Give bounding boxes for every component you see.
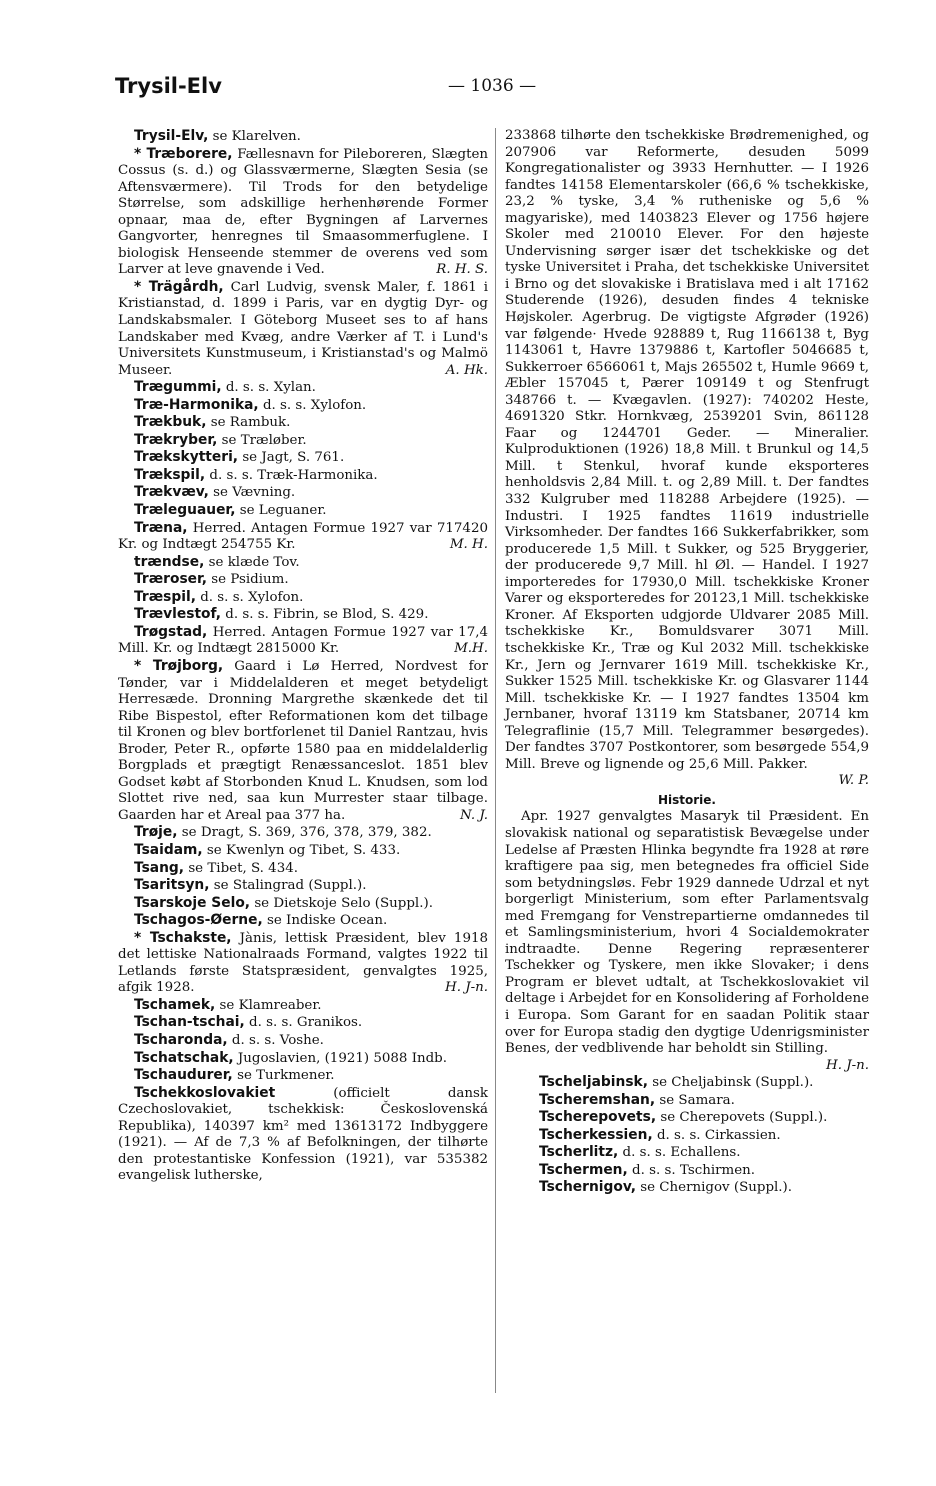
entry-headword: Tscherepovets, [539,1109,657,1126]
signature: N. J. [460,807,488,823]
entry-headword: * Trøjborg, [134,657,224,674]
entry-text: se Kwenlyn og Tibet, S. 433. [206,842,401,858]
entry-headword: Tschatschak, [134,1049,234,1066]
entry-headword: trændse, [134,553,205,570]
dictionary-entry [505,1179,869,1197]
entry-text: se Dragt, S. 369, 376, 378, 379, 382. [181,825,432,841]
dictionary-entry [118,624,488,658]
section-title-history: Historie. [657,792,716,807]
entry-headword: Tscherkessien, [539,1126,653,1143]
dictionary-entry [118,414,488,432]
entry-text: d. s. s. Granikos. [249,1015,363,1031]
dictionary-entry [118,502,488,520]
entry-text: se Cherepovets (Suppl.). [660,1110,828,1126]
dictionary-entry [118,824,488,842]
entry-headword: Træ-Harmonika, [134,396,259,413]
entry-text: se Cheljabinsk (Suppl.). [652,1075,814,1091]
entry-text: d. s. s. Fibrin, se Blod, S. 429. [225,607,429,623]
entry-headword: Tschernigov, [539,1179,636,1196]
dictionary-entry [118,554,488,572]
entry-text: d. s. s. Echallens. [622,1145,741,1161]
history-text: Apr. 1927 genvalgtes Masaryk til Præsident. En slovakisk national og separatistisk Bevægelse under Ledelse af Præsten Hlinka begyndte fra 1928 at røre kraftigere paa sig, men betegnedes fra officiel Side som betydningsløs. Febr 1929 dannede Udrzal et nyt borgerligt Ministerium, som efter Parlamentsvalg med Fremgang for Venstrepartierne omdannedes til et Samlingsministerium, hvori 4 Socialdemokrater indtraadte. Denne Regering repræsenterer Tschekker og Tyskere, men ikke Slovaker; i dens Program er blevet udtalt, at Tschekkoslovakiet vil deltage i Arbejdet for en Konsolidering af Forholdene i Europa. Som Garant for en saadan Politik staar over for Europa stadig den dygtige Udenrigsminister Benes, der vedblivende har beholdt sin Stilling. H. J-n. [505,809,869,1073]
dictionary-entry [118,484,488,502]
page-number: — 1036 — [448,76,537,96]
entry-headword: Tsang, [134,859,185,876]
dictionary-entry [118,379,488,397]
entry-text: d. s. s. Xylan. [225,380,316,396]
entry-text: Jugoslavien, (1921) 5088 Indb. [237,1050,448,1066]
entry-headword: Tsaidam, [134,841,203,858]
entry-text: se Leguaner. [239,503,327,519]
entry-headword: Tscharonda, [134,1031,228,1048]
entry-headword: Trækvæv, [134,484,209,501]
signature: M.H. [454,641,488,657]
entry-headword: Tscherlitz, [539,1144,619,1161]
entry-headword: Tscheremshan, [539,1091,656,1108]
entry-text: d. s. s. Xylofon. [200,589,304,605]
entry-text: se Træløber. [221,432,307,448]
entry-headword: Trækbuk, [134,414,207,431]
running-head-word: Trysil-Elv [115,74,222,98]
signature: M. H. [449,537,488,553]
dictionary-entry [118,930,488,997]
entry-text: se Chernigov (Suppl.). [640,1180,793,1196]
dictionary-entry [118,1067,488,1085]
entry-headword: * Træborere, [134,145,233,162]
entry-headword: Trøje, [134,824,178,841]
entry-headword: Tschermen, [539,1161,628,1178]
entry-headword: Trækskytteri, [134,449,239,466]
entry-headword: Trøgstad, [134,623,208,640]
signature: R. H. S. [436,262,488,278]
entry-text: se Vævning. [213,485,296,501]
dictionary-entry [118,449,488,467]
entry-text: (officielt dansk Czechoslovakiet, tschekkisk: Československá Republika), 140397 km² med 13613172 Indbyggere (1921). — Af de 7,3 % af Befolkningen, der tilhørte den protestantiske Konfession (1921), var 535382 evangelisk lutherske, [118,1085,488,1184]
dictionary-entry [505,1092,869,1110]
entry-headword: Tschaudurer, [134,1067,233,1084]
right-column [505,128,869,1197]
entry-headword: Tsaritsyn, [134,877,210,894]
entry-headword: * Trägårdh, [134,278,224,295]
entry-text: Herred. Antagen Formue 1927 var 717420 Kr. og Indtægt 254755 Kr. [118,520,488,553]
dictionary-entry [118,658,488,824]
entry-headword: Tschagos-Øerne, [134,912,263,929]
dictionary-entry [118,571,488,589]
signature: H. J-n. [826,1057,869,1073]
entry-headword: * Tschakste, [134,929,232,946]
dictionary-entry [118,842,488,860]
dictionary-entry [118,606,488,624]
entry-headword: Trysil-Elv, [134,128,209,144]
entry-headword: Tschekkoslovakiet [134,1084,276,1101]
entry-headword: Træspil, [134,588,196,605]
dictionary-entry [118,520,488,554]
dictionary-entry [118,1050,488,1068]
entry-headword: Træna, [134,519,188,536]
entry-headword: Trækryber, [134,431,218,448]
entry-text: Jànis, lettisk Præsident, blev 1918 det lettiske Nationalraads Formand, valgtes 1922 til Letlands første Statspræsident, genvalgtes 1925, afgik 1928. [118,930,489,996]
signature: A. Hk. [445,362,488,378]
entry-headword: Trægummi, [134,379,222,396]
dictionary-entry [118,146,488,279]
column-divider [495,128,496,1393]
entry-text: se Indiske Ocean. [266,913,388,929]
entry-text: se Psidium. [211,572,289,588]
entry-text: se klæde Tov. [208,554,300,570]
dictionary-entry [118,589,488,607]
dictionary-entry [118,128,488,146]
entry-headword: Tschamek, [134,996,216,1013]
dictionary-entry [505,1074,869,1092]
dictionary-entry [118,279,488,379]
entry-text: d. s. s. Cirkassien. [656,1127,781,1143]
dictionary-entry [118,895,488,913]
signature: H. J-n. [445,980,488,996]
entry-text: se Turkmener. [237,1068,335,1084]
entry-headword: Trækspil, [134,466,206,483]
dictionary-entry [505,1109,869,1127]
dictionary-entry [118,1014,488,1032]
dictionary-entry [118,912,488,930]
dictionary-entry [118,860,488,878]
dictionary-entry [118,397,488,415]
entry-text: se Dietskoje Selo (Suppl.). [254,895,433,911]
continuation-text: 233868 tilhørte den tschekkiske Brødremenighed, og 207906 var Reformerte, desuden 5099 Kongregationalister og 3933 Hernhutter. — I 1926 fandtes 14158 Elementarskoler (66,6 % tschekkiske, 23,2 % tyske, 3,4 % rutheniske og 5,6 % magyariske), med 1403823 Elever og 1756 højere Skoler med 210010 Elever. For den højeste Undervisning sørger især det tschekkiske og det tyske Universitet i Praha, det tschekkiske Universitet i Brno og det slovakiske i Bratislava med i alt 17162 Studerende (1926), desuden findes 4 tekniske Højskoler. Agerbrug. De vigtigste Afgrøder (1926) var følgende· Hvede 928889 t, Rug 1166138 t, Byg 1143061 t, Havre 1379886 t, Kartofler 5046685 t, Sukkerroer 6566061 t, Majs 265502 t, Humle 9669 t, Æbler 157045 t, Pærer 109149 t og Stenfrugt 348766 t. — Kvægavlen. (1927): 740202 Heste, 4691320 Stkr. Hornkvæg, 2539201 Svin, 861128 Faar og 1244701 Geder. — Mineralier. Kulproduktionen (1926) 18,8 Mill. t Brunkul og 14,5 Mill. t Stenkul, hvoraf kunde eksporteres henholdsvis 2,84 Mill. t. og 2,89 Mill. t. Der fandtes 332 Kulgruber med 118288 Arbejdere (1925). — Industri. I 1925 fandtes 11619 industrielle Virksomheder. Der fandtes 166 Sukkerfabrikker, som producerede 1,5 Mill. t Sukker, og 525 Bryggerier, der producerede 9,7 Mill. hl Øl. — Handel. I 1927 importeredes for 17930,0 Mill. tschekkiske Kroner Varer og eksporteredes for 20123,1 Mill. tschekkiske Kroner. Af Eksporten udgjorde Uldvarer 2085 Mill. tschekkiske Kr., Bomuldsvarer 3071 Mill. tschekkiske Kr., Træ og Kul 2032 Mill. tschekkiske Kr., Jern og Jernvarer 1619 Mill. tschekkiske Kr., Sukker 1525 Mill. tschekkiske Kr. og Glasvarer 1144 Mill. tschekkiske Kr. — I 1927 fandtes 13504 km Jernbaner, hvoraf 13119 km Statsbaner, 20714 km Telegraflinie (15,7 Mill. Telegrammer besørgedes). Der fandtes 3707 Postkontorer, som besørgede 554,9 Mill. Breve og lignende og 25,6 Mill. Pakker. W. P. [505,128,869,789]
entry-headword: Trævlestof, [134,606,222,623]
entry-text: se Samara. [659,1092,735,1108]
entry-text: d. s. s. Xylofon. [262,397,367,413]
entry-text: d. s. s. Tschirmen. [632,1162,756,1178]
entry-text: se Rambuk. [210,415,291,431]
entry-text: se Jagt, S. 761. [242,450,345,466]
entry-text: d. s. s. Træk-Harmonika. [209,467,378,483]
dictionary-entry [118,432,488,450]
dictionary-entry [118,1032,488,1050]
entry-text: se Klamreaber. [219,997,322,1013]
entry-text: Fællesnavn for Pileboreren, Slægten Cossus (s. d.) og Glassværmerne, Slægten Sesia (se Aftensværmere). Til Trods for den betydelige Størrelse, som adskillige herhenhørende Former opnaar, maa de, efter Bygningen af Larvernes Gangvorter, henregnes til Smaasommerfuglene. I biologisk Henseende stemmer de overens ved som Larver at leve gnavende i Ved. [118,146,488,278]
entry-text: d. s. s. Voshe. [231,1032,324,1048]
entry-text: se Stalingrad (Suppl.). [213,878,367,894]
entry-text: se Klarelven. [212,129,301,144]
dictionary-entry [505,1144,869,1162]
entry-text: Carl Ludvig, svensk Maler, f. 1861 i Kristianstad, d. 1899 i Paris, var en dygtig Dyr- og Landskabsmaler. I Göteborg Museet ses to af hans Landskaber med Kvæg, andre Værker af T. i Lund's Universitets Kunstmuseum, i Kristianstad's og Malmö Museer. [118,279,488,378]
dictionary-entry [505,1127,869,1145]
dictionary-entry [118,1085,488,1185]
entry-text: se Tibet, S. 434. [188,860,298,876]
signature: W. P. [838,773,869,789]
entry-text: Herred. Antagen Formue 1927 var 17,4 Mill. Kr. og Indtægt 2815000 Kr. [118,624,488,657]
entry-headword: Tscheljabinsk, [539,1074,648,1091]
entry-headword: Træleguauer, [134,502,236,519]
dictionary-entry [118,467,488,485]
dictionary-entry [118,877,488,895]
dictionary-entry [118,997,488,1015]
entry-text: Gaard i Lø Herred, Nordvest for Tønder, var i Middelalderen et meget betydeligt Herresæde. Dronning Margrethe skænkede det til Ribe Bispestol, efter Reformationen kom det tilbage til Kronen og blev bortforlenet til Daniel Rantzau, hvis Broder, Peter R., opførte 1580 paa en middelalderlig Borgplads et prægtigt Renæssanceslot. 1851 blev Godset købt af Storbonden Knud L. Knudsen, som lod Slottet rive ned, saa kun Murrester staar tilbage. Gaarden har et Areal paa 377 ha. [118,658,489,823]
entry-headword: Træroser, [134,571,208,588]
left-column [118,128,488,1185]
right-entry-list [505,1074,869,1197]
entry-headword: Tsarskoje Selo, [134,894,251,911]
dictionary-entry [505,1162,869,1180]
entry-headword: Tschan-tschai, [134,1014,245,1031]
